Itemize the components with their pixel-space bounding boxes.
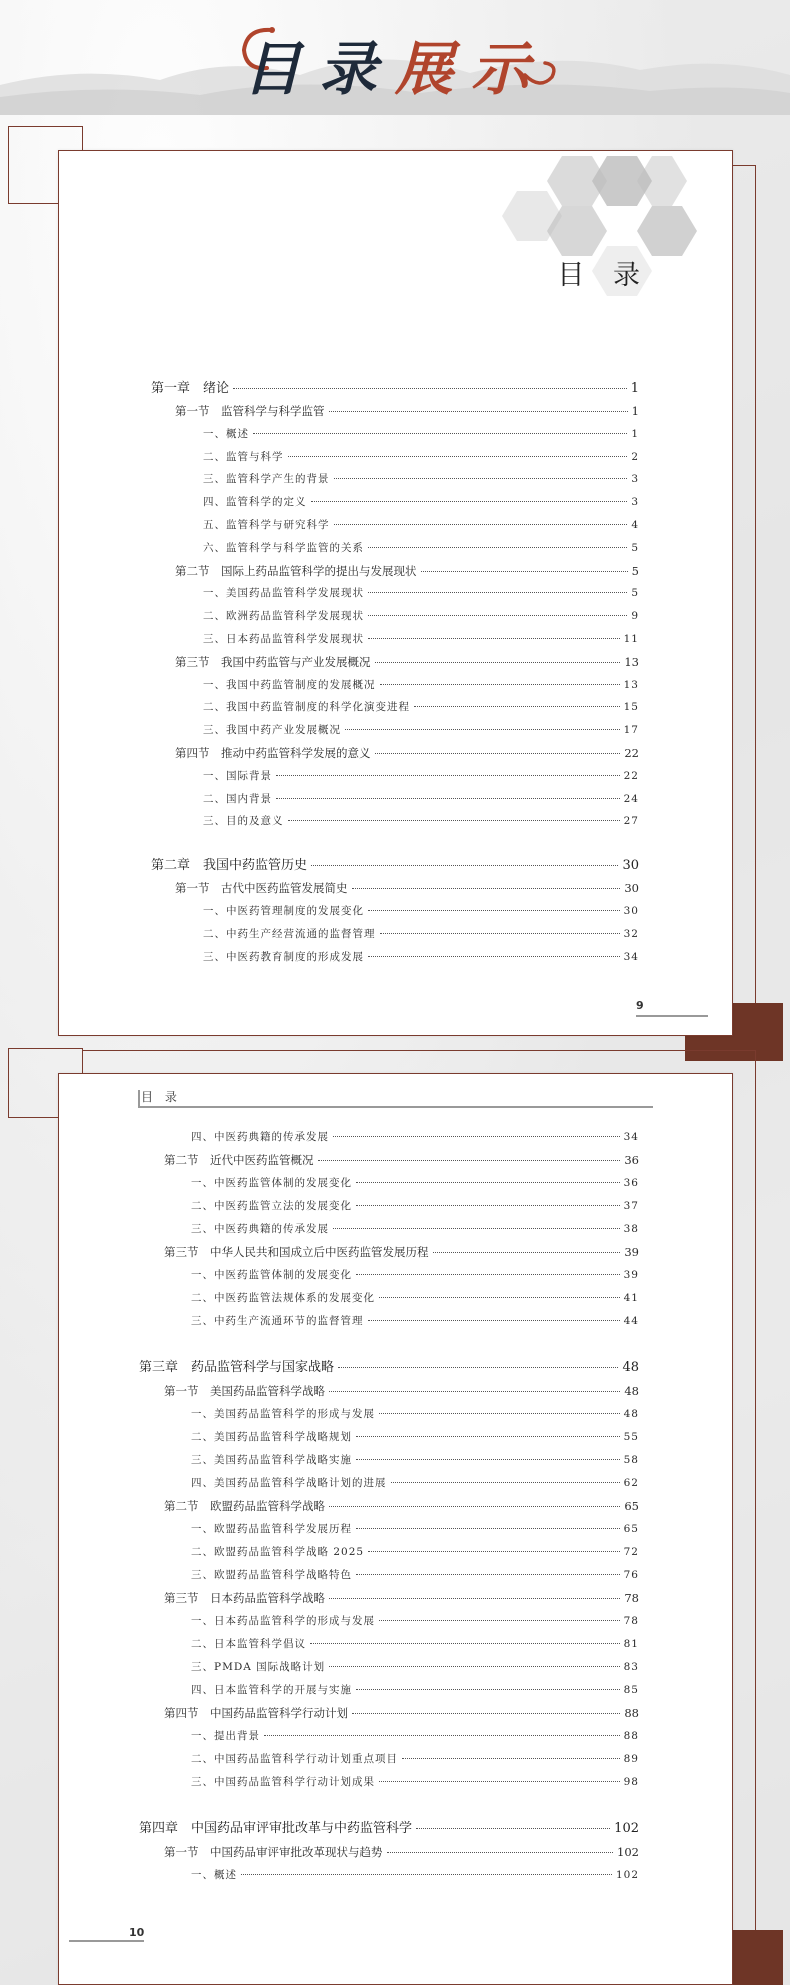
toc-section-row [164,1244,639,1260]
toc-item-row [203,517,639,532]
toc-entry-title: 第一节 监管科学与科学监管 [175,404,325,418]
toc-entry-page: 11 [623,633,639,645]
toc-leader-dots [311,501,628,502]
toc-entry-title: 二、欧洲药品监管科学发展现状 [203,610,364,623]
toc-leader-dots [288,820,620,821]
toc-leader-dots [329,1666,619,1667]
toc-section-row [164,1383,639,1399]
toc-entry-page: 34 [623,1131,639,1143]
toc-entry-page: 102 [617,1845,639,1859]
toc-leader-dots [329,1598,620,1599]
toc-entry-title: 三、中药生产流通环节的监督管理 [191,1315,364,1327]
header-title-char-2: 录 [318,35,395,103]
toc-item-row [191,1429,639,1444]
toc-leader-dots [368,1320,620,1321]
toc-entry-page: 44 [623,1315,639,1327]
toc-section-row [164,1705,639,1721]
toc-entry-title: 四、监管科学的定义 [203,496,307,509]
toc-leader-dots [352,1713,620,1714]
toc-entry-title: 第一章 绪论 [151,381,230,396]
toc-entry-title: 一、美国药品监管科学发展现状 [203,587,364,600]
toc-entry-title: 二、中医药监管法规体系的发展变化 [191,1292,375,1304]
toc-item-row [191,1290,639,1305]
toc-item-row [203,926,639,941]
toc-entry-title: 一、日本药品监管科学的形成与发展 [191,1615,375,1627]
toc-entry-page: 13 [623,678,639,691]
toc-item-row [191,1521,639,1536]
toc-entry-page: 89 [623,1753,639,1765]
toc-entry-title: 一、中医药监管体制的发展变化 [191,1177,352,1189]
toc-entry-title: 二、监管与科学 [203,450,284,463]
header-title-char-1: 目 [242,35,319,103]
toc-item-row [191,1613,639,1628]
toc-item-row [191,1129,639,1144]
toc-entry-title: 第二节 欧盟药品监管科学战略 [164,1499,325,1513]
page-number-rule [69,1940,144,1942]
toc-item-row [191,1452,639,1467]
toc-entry-page: 30 [624,881,639,896]
toc-entry-title: 第三节 中华人民共和国成立后中医药监管发展历程 [164,1245,429,1259]
toc-entry-page: 41 [623,1292,639,1304]
toc-entry-title: 三、我国中药产业发展概况 [203,724,341,737]
toc-entry-page: 5 [631,563,639,578]
toc-entry-title: 第三章 药品监管科学与国家战略 [139,1360,335,1375]
toc-entry-title: 二、日本监管科学倡议 [191,1638,306,1650]
toc-leader-dots [416,1828,610,1829]
toc-entry-page: 62 [623,1477,639,1489]
toc-leader-dots [380,933,620,934]
toc-item-row [203,722,639,737]
toc-entry-page: 2 [631,450,639,463]
toc-item-row [203,449,639,464]
toc-entry-page: 76 [623,1569,639,1581]
toc-entry-page: 32 [623,927,639,940]
toc-leader-dots [334,478,628,479]
toc-title: 目 录 [557,260,650,291]
toc-entry-page: 3 [631,496,639,509]
toc-item-row [191,1475,639,1490]
toc-entry-title: 一、国际背景 [203,769,272,782]
toc-entry-title: 三、中医药教育制度的形成发展 [203,950,364,963]
toc-chapter-row [139,1817,639,1836]
toc-leader-dots [368,615,627,616]
toc-leader-dots [368,592,627,593]
toc-leader-dots [333,1228,620,1229]
toc-leader-dots [356,1459,620,1460]
toc-leader-dots [421,571,628,572]
toc-entry-page: 78 [624,1591,639,1605]
toc-item-row [191,1636,639,1651]
toc-entry-page: 15 [623,701,639,714]
toc-entry-page: 1 [630,381,639,396]
toc-entry-page: 37 [623,1200,639,1212]
toc-entry-title: 三、日本药品监管科学发展现状 [203,633,364,645]
toc-item-row [203,471,639,486]
toc-item-row [191,1267,639,1282]
toc-entry-title: 一、概述 [191,1869,237,1881]
toc-section-row [164,1152,639,1168]
toc-entry-page: 4 [631,519,639,531]
toc-entry-title: 一、概述 [203,427,249,440]
toc-chapter-row [151,854,639,873]
toc-entry-page: 27 [623,815,639,828]
toc-item-row [191,1659,639,1674]
toc-item-row [203,540,639,555]
toc-section-row [175,563,639,579]
toc-entry-page: 81 [623,1638,639,1650]
toc-leader-dots [414,706,620,707]
toc-leader-dots [288,456,628,457]
toc-entry-title: 四、中医药典籍的传承发展 [191,1131,329,1143]
toc-item-row [203,426,639,441]
toc-leader-dots [356,1436,620,1437]
toc-leader-dots [310,1643,620,1644]
toc-entry-page: 98 [623,1776,639,1788]
toc-entry-page: 5 [631,541,639,554]
toc-entry-page: 24 [623,792,639,805]
toc-entry-page: 1 [631,404,639,418]
toc-leader-dots [391,1482,620,1483]
toc-leader-dots [375,662,621,663]
toc-leader-dots [379,1781,620,1782]
toc-entry-title: 三、欧盟药品监管科学战略特色 [191,1569,352,1581]
toc-entry-page: 65 [624,1499,639,1513]
toc-entry-title: 二、国内背景 [203,792,272,805]
toc-entry-title: 第二节 国际上药品监管科学的提出与发展现状 [175,563,417,578]
header-title-char-3: 展 [395,35,472,103]
toc-entry-title: 第三节 日本药品监管科学战略 [164,1591,325,1605]
toc-entry-title: 二、中医药监管立法的发展变化 [191,1200,352,1212]
toc-item-row [203,813,639,828]
toc-item-row [203,608,639,623]
toc-leader-dots [368,910,620,911]
toc-chapter-row [139,1356,639,1375]
toc-leader-dots [368,956,620,957]
toc-leader-dots [334,524,628,525]
toc-entry-page: 34 [623,950,639,963]
toc-entry-page: 36 [624,1153,639,1167]
toc-leader-dots [276,798,620,799]
toc-entry-title: 二、美国药品监管科学战略规划 [191,1431,352,1443]
toc-leader-dots [402,1758,620,1759]
toc-entry-page: 3 [631,473,639,486]
toc-leader-dots [368,638,620,639]
toc-entry-page: 78 [623,1615,639,1627]
toc-entry-page: 58 [623,1454,639,1466]
toc-item-row [191,1221,639,1236]
toc-leader-dots [379,1620,620,1621]
toc-entry-page: 30 [623,905,639,917]
toc-entry-page: 102 [614,1821,639,1836]
toc-leader-dots [356,1274,620,1275]
toc-item-row [203,791,639,806]
toc-leader-dots [276,775,620,776]
toc-entry-title: 三、目的及意义 [203,815,284,828]
toc-entry-page: 85 [623,1684,639,1696]
page-number: 9 [636,999,644,1012]
toc-item-row [191,1867,639,1882]
toc-entry-title: 二、我国中药监管制度的科学化演变进程 [203,701,410,714]
toc-entry-title: 第三节 我国中药监管与产业发展概况 [175,654,371,669]
toc-item-row [191,1175,639,1190]
header-title-char-4: 示 [471,35,548,103]
toc-entry-page: 39 [624,1245,639,1259]
toc-leader-dots [356,1205,620,1206]
toc-entry-title: 二、中药生产经营流通的监督管理 [203,927,376,940]
toc-entry-title: 三、PMDA 国际战略计划 [191,1661,326,1673]
toc-entry-title: 第一节 美国药品监管科学战略 [164,1384,325,1398]
toc-item-row [191,1774,639,1789]
toc-entry-page: 9 [631,610,639,623]
running-head-rule [138,1106,653,1108]
toc-leader-dots [318,1160,621,1161]
toc-entry-page: 17 [623,724,639,737]
toc-item-row [191,1751,639,1766]
toc-leader-dots [368,1551,620,1552]
toc-item-row [203,903,639,918]
toc-entry-page: 13 [624,654,639,669]
toc-entry-title: 第四节 中国药品监管科学行动计划 [164,1706,348,1720]
toc-leader-dots [368,547,627,548]
toc-leader-dots [333,1136,620,1137]
toc-entry-title: 三、监管科学产生的背景 [203,473,330,486]
toc-item-row [203,631,639,646]
toc-item-row [203,949,639,964]
toc-page-10 [58,1073,733,1985]
toc-entry-page: 22 [623,769,639,782]
toc-entry-title: 一、欧盟药品监管科学发展历程 [191,1523,352,1535]
toc-item-row [191,1198,639,1213]
toc-entry-page: 65 [623,1523,639,1535]
page-header [0,0,790,110]
toc-leader-dots [345,729,620,730]
toc-leader-dots [356,1182,620,1183]
toc-leader-dots [356,1689,620,1690]
toc-entry-page: 88 [624,1706,639,1720]
toc-entry-title: 第一节 古代中医药监管发展简史 [175,881,348,896]
toc-item-row [191,1544,639,1559]
header-title [0,22,790,106]
toc-entry-page: 55 [623,1431,639,1443]
toc-section-row [175,403,639,419]
page-number: 10 [129,1926,145,1939]
toc-entry-page: 48 [622,1360,639,1375]
toc-leader-dots [380,684,620,685]
toc-entry-title: 二、中国药品监管科学行动计划重点项目 [191,1753,398,1765]
toc-leader-dots [329,1391,620,1392]
toc-entry-page: 39 [623,1269,639,1281]
toc-entry-title: 一、中医药监管体制的发展变化 [191,1269,352,1281]
toc-entry-page: 102 [615,1869,639,1881]
toc-item-row [203,677,639,692]
toc-entry-page: 72 [623,1546,639,1558]
toc-item-row [203,699,639,714]
toc-section-row [164,1590,639,1606]
toc-leader-dots [241,1874,612,1875]
toc-chapter-row [151,377,639,396]
toc-item-row [203,585,639,600]
toc-section-row [175,654,639,670]
toc-entry-page: 1 [631,427,639,440]
toc-leader-dots [311,865,618,866]
page-number-rule [636,1015,708,1017]
toc-section-row [164,1844,639,1860]
toc-item-row [191,1728,639,1743]
toc-leader-dots [329,1506,620,1507]
toc-section-row [175,745,639,761]
toc-entry-title: 第四节 推动中药监管科学发展的意义 [175,746,371,760]
toc-entry-page: 30 [622,858,639,874]
toc-entry-page: 88 [623,1730,639,1742]
toc-leader-dots [375,753,621,754]
toc-entry-title: 一、我国中药监管制度的发展概况 [203,678,376,691]
toc-entry-page: 22 [624,746,639,760]
toc-entry-page: 48 [623,1408,639,1420]
toc-entry-title: 三、美国药品监管科学战略实施 [191,1454,352,1466]
toc-leader-dots [433,1252,621,1253]
toc-leader-dots [329,411,628,412]
toc-leader-dots [253,433,627,434]
toc-entry-page: 83 [623,1661,639,1673]
toc-entry-title: 三、中医药典籍的传承发展 [191,1223,329,1235]
toc-entry-title: 第四章 中国药品审评审批改革与中药监管科学 [139,1821,413,1836]
toc-leader-dots [379,1297,620,1298]
toc-entry-title: 第二节 近代中医药监管概况 [164,1153,314,1167]
toc-entry-title: 四、日本监管科学的开展与实施 [191,1684,352,1696]
toc-leader-dots [352,888,621,889]
toc-entry-title: 第一节 中国药品审评审批改革现状与趋势 [164,1845,383,1859]
toc-entry-page: 36 [623,1177,639,1189]
toc-entry-title: 二、欧盟药品监管科学战略 2025 [191,1546,365,1558]
toc-entry-title: 一、美国药品监管科学的形成与发展 [191,1408,375,1420]
running-head-bar [138,1090,140,1107]
toc-entry-title: 一、提出背景 [191,1730,260,1742]
toc-leader-dots [264,1735,620,1736]
toc-leader-dots [356,1528,620,1529]
toc-leader-dots [233,388,627,389]
toc-entry-title: 四、美国药品监管科学战略计划的进展 [191,1477,387,1489]
toc-leader-dots [338,1367,618,1368]
toc-entry-title: 三、中国药品监管科学行动计划成果 [191,1776,375,1788]
toc-item-row [191,1406,639,1421]
toc-entry-title: 第二章 我国中药监管历史 [151,858,308,874]
toc-item-row [191,1682,639,1697]
toc-entry-page: 38 [623,1223,639,1235]
toc-item-row [191,1567,639,1582]
toc-leader-dots [387,1852,614,1853]
toc-entry-page: 48 [624,1384,639,1398]
toc-section-row [175,880,639,896]
toc-page-9 [58,150,733,1036]
toc-leader-dots [356,1574,620,1575]
running-head: 目 录 [141,1090,181,1104]
toc-leader-dots [379,1413,620,1414]
toc-entry-title: 六、监管科学与科学监管的关系 [203,541,364,554]
toc-entry-title: 五、监管科学与研究科学 [203,519,330,531]
toc-item-row [191,1313,639,1328]
toc-entry-title: 一、中医药管理制度的发展变化 [203,905,364,917]
toc-item-row [203,768,639,783]
toc-item-row [203,494,639,509]
toc-section-row [164,1498,639,1514]
toc-entry-page: 5 [631,587,639,600]
